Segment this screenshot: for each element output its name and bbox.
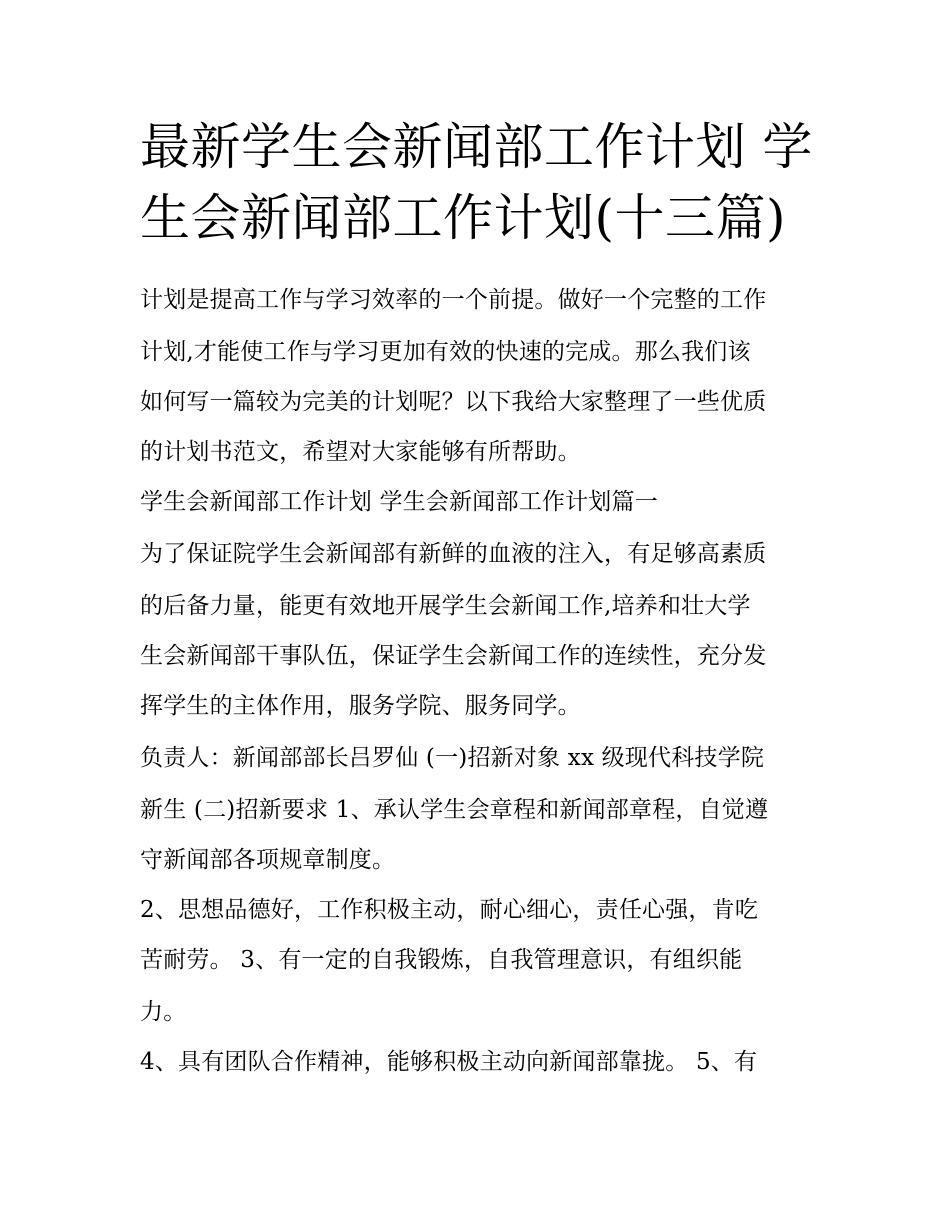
- requirements-line-1: 负责人：新闻部部长吕罗仙 (一)招新对象 xx 级现代科技学院: [140, 745, 765, 771]
- intro-line-3: 如何写一篇较为完美的计划呢？以下我给大家整理了一些优质: [140, 389, 767, 415]
- purpose-line-1: 为了保证院学生会新闻部有新鲜的血液的注入，有足够高素质: [140, 541, 767, 567]
- title-line-2: 生会新闻部工作计划(十三篇): [140, 189, 787, 247]
- requirements-line-6: 力。: [140, 999, 187, 1025]
- requirements-line-2: 新生 (二)招新要求 1、承认学生会章程和新闻部章程，自觉遵: [140, 797, 769, 823]
- purpose-line-4: 挥学生的主体作用，服务学院、服务同学。: [140, 693, 581, 719]
- purpose-line-2: 的后备力量，能更有效地开展学生会新闻工作,培养和壮大学: [140, 593, 751, 619]
- requirements-line-4: 2、思想品德好，工作积极主动，耐心细心，责任心强，肯吃: [140, 897, 759, 923]
- intro-line-4: 的计划书范文，希望对大家能够有所帮助。: [140, 439, 581, 465]
- title-line-1: 最新学生会新闻部工作计划 学: [140, 118, 813, 176]
- requirements-line-7: 4、具有团队合作精神，能够积极主动向新闻部靠拢。 5、有: [140, 1049, 758, 1075]
- purpose-line-3: 生会新闻部干事队伍，保证学生会新闻工作的连续性，充分发: [140, 643, 767, 669]
- intro-line-1: 计划是提高工作与学习效率的一个前提。做好一个完整的工作: [140, 287, 767, 313]
- requirements-line-5: 苦耐劳。 3、有一定的自我锻炼，自我管理意识，有组织能: [140, 947, 743, 973]
- requirements-line-3: 守新闻部各项规章制度。: [140, 847, 396, 873]
- intro-line-2: 计划,才能使工作与学习更加有效的快速的完成。那么我们该: [140, 339, 751, 365]
- document-title: [140, 112, 820, 254]
- section-heading: 学生会新闻部工作计划 学生会新闻部工作计划篇一: [140, 489, 658, 515]
